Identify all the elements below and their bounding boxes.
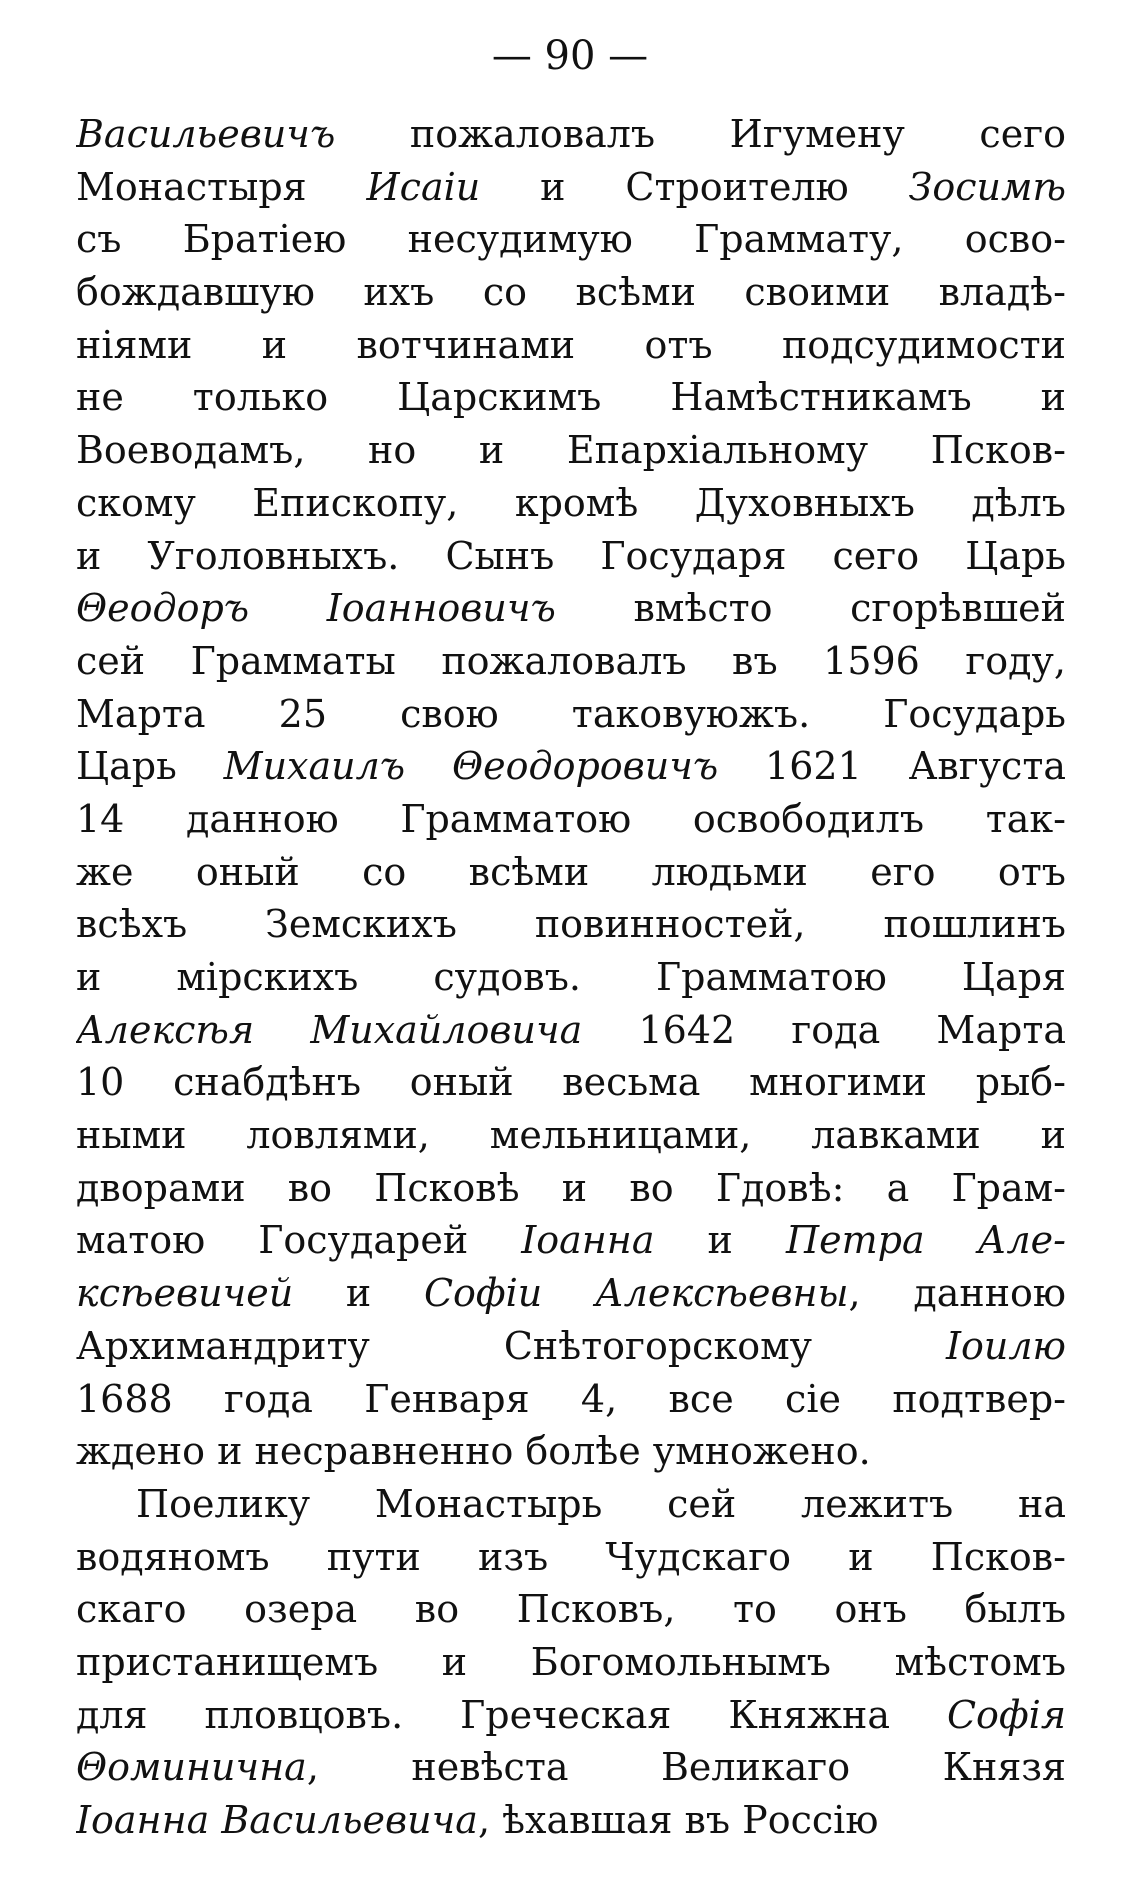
- text-run: и: [654, 1218, 786, 1263]
- text-run: ждено и несравненно болѣе умножено.: [76, 1429, 871, 1474]
- text-run: и: [293, 1271, 424, 1316]
- text-run: 1621 Августа: [718, 744, 1066, 789]
- text-run: пожаловалъ Игумену сего: [335, 112, 1066, 156]
- text-line: [76, 161, 1066, 214]
- text-line: [76, 1320, 1066, 1373]
- text-run: вмѣсто сгорѣвшей: [555, 586, 1066, 631]
- text-run: сей Грамматы пожаловалъ въ 1596 году,: [76, 638, 1066, 683]
- italic-text: Θеодоръ Іоанновичъ: [76, 586, 556, 631]
- italic-text: Іоанна: [521, 1218, 655, 1263]
- text-line: [76, 1267, 1066, 1320]
- text-run: ными ловлями, мельницами, лавками и: [76, 1113, 1066, 1158]
- text-run: 1688 года Генваря 4, все сіе подтвер-: [76, 1376, 1066, 1421]
- text-run: 1642 года Марта: [582, 1007, 1066, 1052]
- text-run: матою Государей: [76, 1218, 522, 1263]
- italic-text: Исаіи: [366, 164, 481, 209]
- text-line: [76, 740, 1066, 793]
- text-line: [76, 1373, 1066, 1426]
- text-line: [76, 688, 1066, 741]
- text-line: [76, 319, 1066, 372]
- text-run: водяномъ пути изъ Чудскаго и Псков-: [76, 1534, 1066, 1579]
- text-line: [76, 1425, 1066, 1478]
- text-line: [76, 1583, 1066, 1636]
- italic-text: Петра Але-: [785, 1218, 1066, 1263]
- text-run: 14 данною Грамматою освободилъ так-: [76, 796, 1066, 841]
- text-line: [76, 635, 1066, 688]
- text-run: Царь: [76, 744, 224, 789]
- body-text: [76, 108, 1066, 1847]
- text-run: не только Царскимъ Намѣстникамъ и: [76, 375, 1066, 420]
- text-line: [76, 1004, 1066, 1057]
- text-run: дворами во Псковѣ и во Гдовѣ: а Грам-: [76, 1165, 1066, 1210]
- text-line: [76, 1214, 1066, 1267]
- text-line: [76, 1531, 1066, 1584]
- text-line: [76, 108, 1066, 161]
- text-line: [76, 846, 1066, 899]
- text-run: и мірскихъ судовъ. Грамматою Царя: [76, 955, 1066, 999]
- text-line: [76, 1478, 1066, 1531]
- text-run: ніями и вотчинами отъ подсудимости: [76, 322, 1066, 367]
- text-run: Архимандриту Снѣтогорскому: [76, 1323, 946, 1368]
- text-run: и Строителю: [480, 164, 909, 209]
- text-line: [76, 266, 1066, 319]
- text-line: [76, 1689, 1066, 1742]
- italic-text: Θоминична: [76, 1745, 307, 1790]
- text-line: [76, 1056, 1066, 1109]
- text-run: 10 снабдѣнъ оный весьма многими рыб-: [76, 1060, 1066, 1105]
- text-line: [76, 1162, 1066, 1215]
- text-run: скаго озера во Псковъ, то онъ былъ: [76, 1587, 1066, 1632]
- text-run: для пловцовъ. Греческая Княжна: [76, 1692, 947, 1737]
- text-run: Монастыря: [76, 164, 367, 209]
- text-run: бождавшую ихъ со всѣми своими владѣ-: [76, 270, 1066, 315]
- text-run: пристанищемъ и Богомольнымъ мѣстомъ: [76, 1639, 1066, 1684]
- text-line: [76, 1109, 1066, 1162]
- italic-text: Алексѣя Михайловича: [76, 1007, 583, 1052]
- text-line: [76, 1794, 1066, 1847]
- text-line: [76, 793, 1066, 846]
- italic-text: Михаилъ Θеодоровичъ: [223, 744, 719, 789]
- text-run: , ѣхавшая въ Россію: [477, 1798, 879, 1842]
- text-line: [76, 424, 1066, 477]
- text-line: [76, 1636, 1066, 1689]
- text-line: [76, 530, 1066, 583]
- text-line: [76, 582, 1066, 635]
- italic-text: Софіи Алексѣевны: [423, 1271, 849, 1316]
- text-run: съ Братіею несудимую Граммату, осво-: [76, 217, 1066, 262]
- text-run: , невѣста Великаго Князя: [306, 1745, 1066, 1790]
- italic-text: Софія: [946, 1692, 1066, 1737]
- italic-text: Зосимѣ: [908, 164, 1066, 209]
- text-run: же оный со всѣми людьми его отъ: [76, 849, 1066, 894]
- page-number: — 90 —: [491, 33, 649, 79]
- text-run: Поелику Монастырь сей лежитъ на: [136, 1481, 1066, 1526]
- text-line: [76, 371, 1066, 424]
- italic-text: Іоилю: [945, 1323, 1066, 1368]
- italic-text: Іоанна Васильевича: [76, 1798, 478, 1842]
- text-run: скому Епископу, кромѣ Духовныхъ дѣлъ: [76, 480, 1066, 525]
- italic-text: Васильевичъ: [76, 112, 336, 156]
- italic-text: ксѣевичей: [76, 1271, 294, 1316]
- text-line: [76, 951, 1066, 1004]
- text-line: [76, 898, 1066, 951]
- text-line: [76, 477, 1066, 530]
- text-run: всѣхъ Земскихъ повинностей, пошлинъ: [76, 902, 1066, 947]
- text-line: [76, 213, 1066, 266]
- text-run: и Уголовныхъ. Сынъ Государя сего Царь: [76, 533, 1066, 578]
- text-run: Воеводамъ, но и Епархіальному Псков-: [76, 428, 1066, 473]
- text-run: Марта 25 свою таковуюжъ. Государь: [76, 691, 1066, 736]
- text-line: [76, 1741, 1066, 1794]
- text-run: , данною: [848, 1271, 1066, 1316]
